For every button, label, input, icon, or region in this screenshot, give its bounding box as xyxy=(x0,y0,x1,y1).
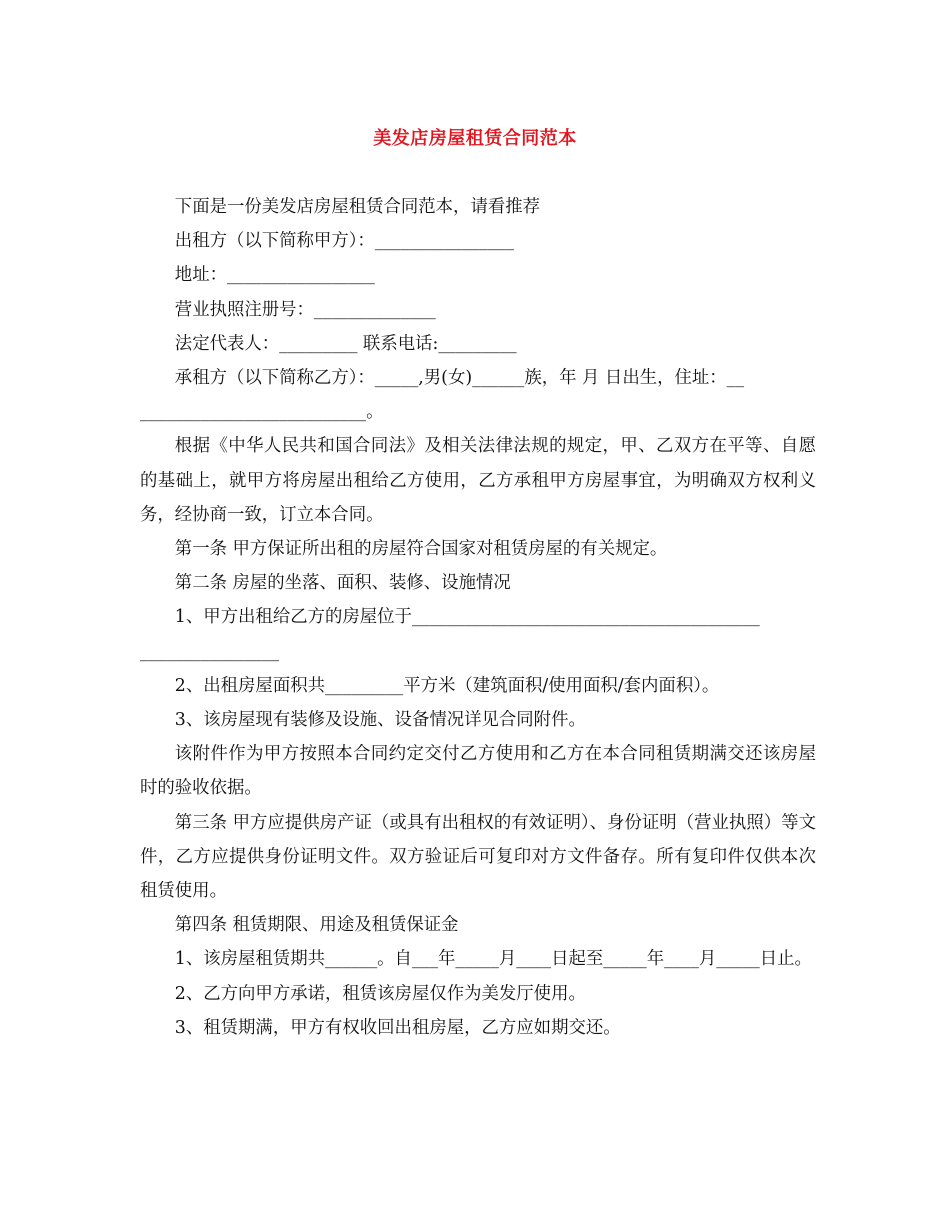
document-title: 美发店房屋租赁合同范本 xyxy=(373,128,577,149)
paragraph-article-4-item-1: 1、该房屋租赁期共______。自___年_____月____日起至_____年____月_____日止。 xyxy=(174,949,812,970)
paragraph-article-2-item-2: 2、出租房屋面积共_________平方米（建筑面积/使用面积/套内面积）。 xyxy=(174,675,720,696)
paragraph-lessee-address-cont: __________________________。 xyxy=(140,402,384,423)
paragraph-article-4-item-2: 2、乙方向甲方承诺，租赁该房屋仅作为美发厅使用。 xyxy=(174,983,586,1004)
paragraph-article-3: 第三条 甲方应提供房产证（或具有出租权的有效证明）、身份证明（营业执照）等文件，乙方应提供身份证明文件。双方验证后可复印对方文件备存。所有复印件仅供本次租赁使用。 xyxy=(140,812,816,902)
paragraph-lessor: 出租方（以下简称甲方）：________________ xyxy=(174,231,514,252)
paragraph-intro: 下面是一份美发店房屋租赁合同范本，请看推荐 xyxy=(174,197,541,217)
paragraph-license: 营业执照注册号：______________ xyxy=(174,299,436,320)
paragraph-article-4-item-3: 3、租赁期满，甲方有权收回出租房屋，乙方应如期交还。 xyxy=(174,1017,621,1038)
document-body xyxy=(140,190,816,1045)
paragraph-lessee: 承租方（以下简称乙方）：_____,男(女)______族，年 月 日出生，住址：__ xyxy=(174,368,745,389)
paragraph-article-1: 第一条 甲方保证所出租的房屋符合国家对租赁房屋的有关规定。 xyxy=(174,539,668,560)
paragraph-attachment: 该附件作为甲方按照本合同约定交付乙方使用和乙方在本合同租赁期满交还该房屋时的验收依据。 xyxy=(140,744,816,799)
paragraph-article-2-item-1-cont: ________________ xyxy=(140,641,280,662)
paragraph-address: 地址：_________________ xyxy=(174,265,375,286)
paragraph-legal-rep: 法定代表人：_________ 联系电话:_________ xyxy=(174,333,517,354)
paragraph-preamble: 根据《中华人民共和国合同法》及相关法律法规的规定，甲、乙双方在平等、自愿的基础上，就甲方将房屋出租给乙方使用，乙方承租甲方房屋事宜，为明确双方权利义务，经协商一致，订立本合同。 xyxy=(140,436,816,525)
paragraph-article-2-item-3: 3、该房屋现有装修及设施、设备情况详见合同附件。 xyxy=(174,710,586,731)
paragraph-article-2: 第二条 房屋的坐落、面积、装修、设施情况 xyxy=(174,573,511,594)
paragraph-article-2-item-1: 1、甲方出租给乙方的房屋位于________________________________________ xyxy=(174,607,760,628)
paragraph-article-4: 第四条 租赁期限、用途及租赁保证金 xyxy=(174,915,459,936)
